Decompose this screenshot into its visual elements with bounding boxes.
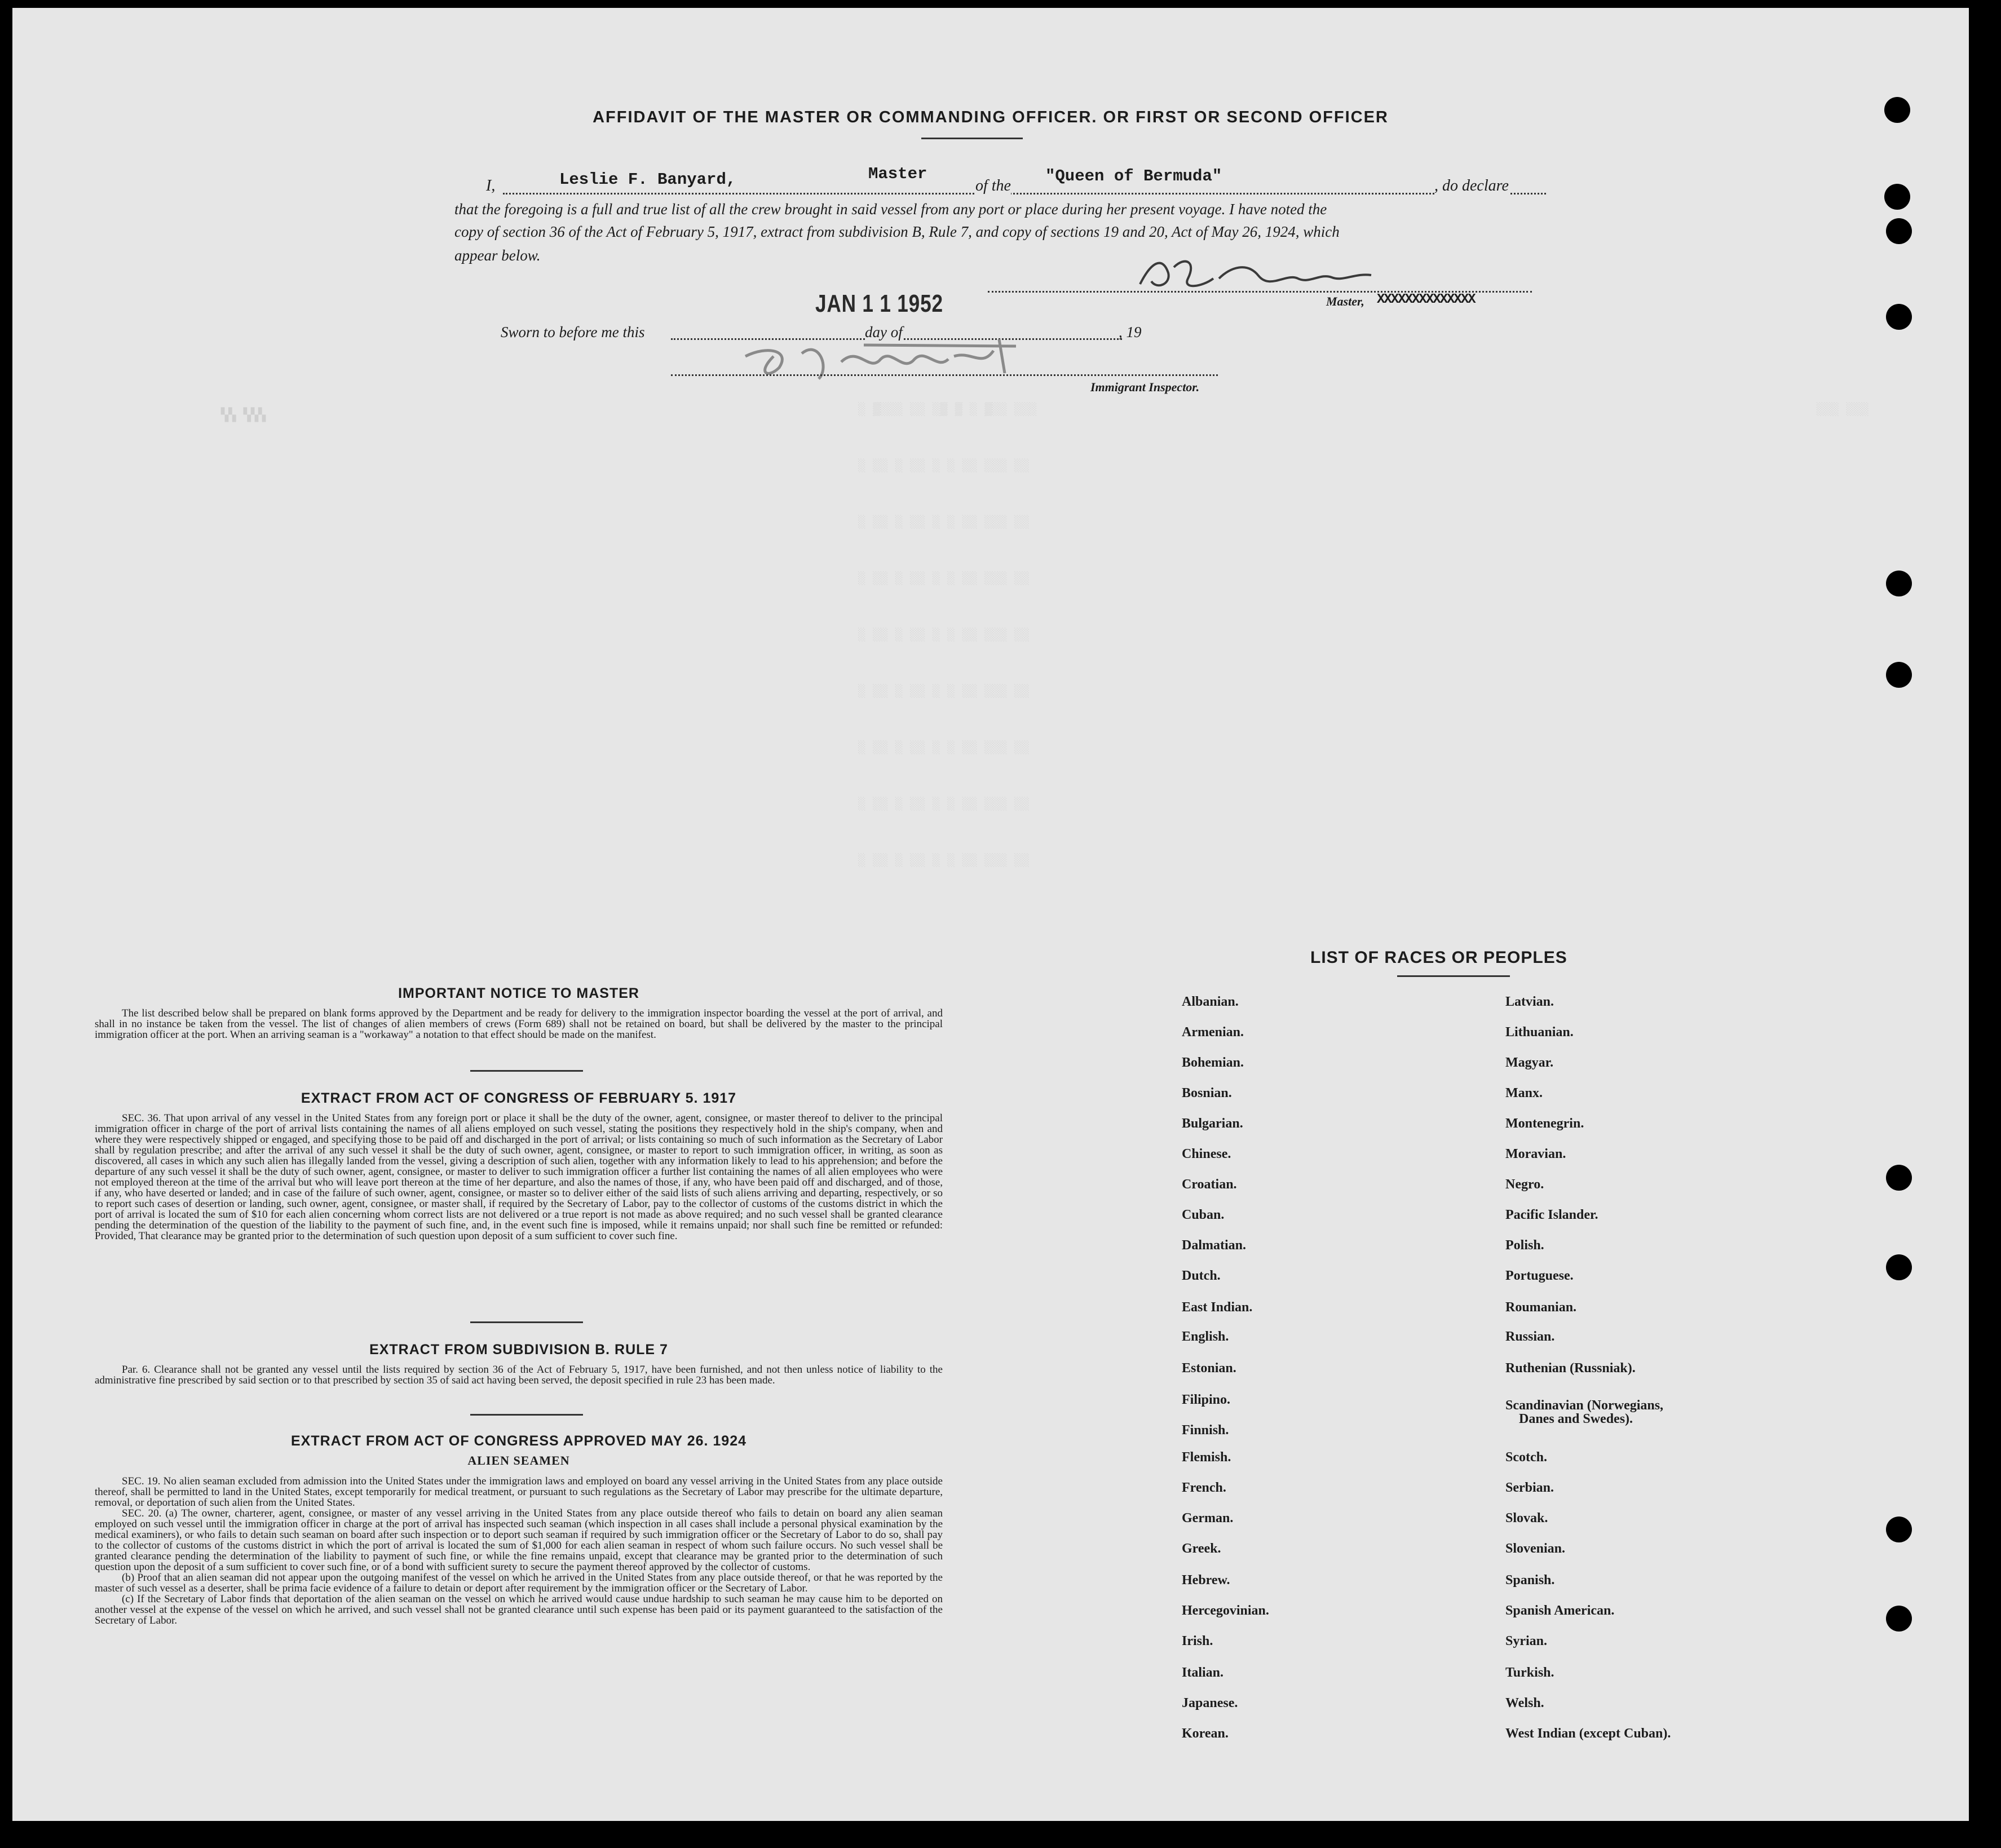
- affidavit-i: I,: [486, 177, 496, 194]
- inspector-signature-line: [671, 374, 1218, 376]
- year-prefix: , 19: [1119, 324, 1142, 341]
- do-declare-label: , do declare: [1434, 177, 1509, 194]
- officer-rank: Master: [868, 165, 927, 183]
- act-1924-heading: EXTRACT FROM ACT OF CONGRESS APPROVED MAY 26. 1924: [290, 1433, 747, 1449]
- sec-20a-paragraph: SEC. 20. (a) The owner, charterer, agent, consignee, or master of any vessel arriving in the United States from any place outside thereof who fails to detain on board any alien seaman employed on such vessel until the immigration officer in charge at the port of arrival has inspected such seaman (which inspection in all cases shall include a personal physical examination by the medical examiners), or who fails to detain such seaman on board after such inspection or to deport such seaman if required by such immigration officer or the Secretary of Labor to do so, shall pay to the collector of customs of the customs district in which the port of arrival is located the sum of $1,000 for each alien seaman in respect of whom such failure occurs. No such vessel shall be granted clearance pending the determination of the liability to payment of such fine, or while the fine remains unpaid, except that clearance may be granted prior to the determination of such question upon the deposit of a sum sufficient to cover such fine, or of a bond with sufficient surety to secure the payment thereof approved by the collector of customs.: [95, 1507, 943, 1573]
- race-item: Greek.: [1182, 1541, 1221, 1556]
- race-item: Scotch.: [1505, 1450, 1547, 1465]
- race-item: Estonian.: [1182, 1361, 1236, 1376]
- sworn-label: Sworn to before me this: [501, 324, 645, 341]
- race-item: Negro.: [1505, 1177, 1544, 1192]
- punch-hole: [1886, 571, 1912, 596]
- race-item: Japanese.: [1182, 1696, 1238, 1710]
- race-item: Lithuanian.: [1505, 1025, 1574, 1040]
- race-item: Ruthenian (Russniak).: [1505, 1361, 1636, 1376]
- race-item: West Indian (except Cuban).: [1505, 1726, 1671, 1741]
- race-item: Polish.: [1505, 1238, 1544, 1253]
- race-item: Spanish American.: [1505, 1603, 1615, 1618]
- race-item: Croatian.: [1182, 1177, 1237, 1192]
- act-1917-divider: [470, 1321, 583, 1323]
- rule7-paragraph: Par. 6. Clearance shall not be granted any vessel until the lists required by section 36 of the Act of February 5, 1917, have been furnished, and not then unless notice of liability to the administrative fine prescribed by said section or to that prescribed by section 35 of said act having been served, the deposit specified in rule 23 has been made.: [95, 1364, 943, 1386]
- vessel-name: "Queen of Bermuda": [1045, 167, 1222, 185]
- race-item: Roumanian.: [1505, 1300, 1577, 1315]
- master-signature: [1134, 250, 1382, 301]
- race-item: German.: [1182, 1511, 1234, 1526]
- of-the-label: of the: [975, 177, 1011, 194]
- race-item: Korean.: [1182, 1726, 1229, 1741]
- date-stamp: JAN 1 1 1952: [815, 290, 943, 317]
- race-item: Hercegovinian.: [1182, 1603, 1269, 1618]
- punch-hole: [1884, 184, 1910, 210]
- notice-heading: IMPORTANT NOTICE TO MASTER: [398, 985, 639, 1001]
- race-item: Finnish.: [1182, 1423, 1229, 1438]
- race-item: East Indian.: [1182, 1300, 1253, 1315]
- rule7-heading: EXTRACT FROM SUBDIVISION B. RULE 7: [369, 1342, 668, 1358]
- race-item: Moravian.: [1505, 1147, 1566, 1161]
- race-item: Montenegrin.: [1505, 1116, 1584, 1131]
- document-page: ▚▚ ▚▚▚ ░ ▒░░░ ░░ ░▒ ▒ ░ ▒░░ ░░░ ░░░ ░░░ ░ ░░ ░ ░░ ░ ░ ░░ ░░░ ░░ ░ ░░ ░ ░░ ░ ░ ░░ ░░░ ░░ ░ ░░ ░ ░░ ░ ░ ░░ ░░░ ░░ ░ ░░ ░ ░░ ░ ░ ░░ ░░░ ░░ ░ ░░ ░ ░░ ░ ░ ░░ ░░░ ░░ ░ ░░ ░ ░░ ░ ░ ░░ ░░░ ░░ ░ ░░ ░ ░░ ░ ░ ░░ ░░░ ░░ ░ ░░ ░ ░░ ░ ░ ░░ ░░░ ░░ AFFIDAVIT OF THE MASTER OR COMMANDING OFFICER. OR FIRST OR SECOND OFFICER I, Leslie F. Banyard, Master of the "Queen of Bermuda" , do declare that the foregoing is a full and true list of all the crew brought in said vessel from any port or place during her present voyage. I have noted the copy of section 36 of the Act of February 5, 1917, extract from subdivision B, Rule 7, and copy of sections 19 and 20, Act of May 26, 1924, which appear below. Master, XXXXXXXXXXXXXX Sworn to before me this JAN 1 1 1952 day of , 19 Immigrant Inspector. IMPORTANT NOTICE TO MASTER The list described below shall be prepared on blank forms approved by the Department and be ready for delivery to the immigration inspector boarding the vessel at the port of arrival, and shall in no instance be taken from the vessel. The list of changes of alien members of crews (Form 689) shall not be retained on board, but shall be delivered by the master to the principal immigration officer at the port. When an arriving seaman is a "workaway" a notation to that effect should be made on the manifest. EXTRACT FROM ACT OF CONGRESS OF FEBRUARY 5. 1917 SEC. 36. That upon arrival of any vessel in the United States from any foreign port or place it shall be the duty of the owner, agent, consignee, or master thereof to deliver to the principal immigration officer in charge of the port of arrival lists containing the names of all aliens employed on such vessel, stating the positions they respectively hold in the ship's company, when and where they were respectively shipped or engaged, and specifying those to be paid off and discharged in the port of arrival; or lists containing so much of such information as the Secretary of Labor shall by regulation prescribe; and after the arrival of any such vessel it shall be the duty of such owner, agent, consignee, or master to report to such immigration officer, in writing, as soon as discovered, all cases in which any such alien has illegally landed from the vessel, giving a description of such alien, together with any information likely to lead to his apprehension; and before the departure of any such vessel it shall be the duty of such owner, agent, consignee, or master to deliver to such immigration officer a further list containing the names of all alien employees who were not employed thereon at the time of the arrival but who will leave port thereon at the time of her departure, and also the names of those, if any, who have been paid off and discharged, and of those, if any, who have deserted or landed; and in case of the failure of such owner, agent, consignee, or master so to deliver either of the said lists of such aliens arriving and departing, respectively, or so to report such cases of desertion or landing, such owner, agent, consignee, or master shall, if required by the Secretary of Labor, pay to the collector of customs of the customs district in which the port of arrival is located the sum of $10 for each alien concerning whom correct lists are not delivered or a true report is not made as above required; and no such vessel shall be granted clearance pending the determination of the question of the liability to the payment of such fine, and, in the event such fine is imposed, while it remains unpaid; nor shall such fine be remitted or refunded: Provided, That clearance may be granted prior to the determination of such question upon deposit of a sum sufficient to cover such fine. EXTRACT FROM SUBDIVISION B. RULE 7 Par. 6. Clearance shall not be granted any vessel until the lists required by section 36 of the Act of February 5, 1917, have been furnished, and not then unless notice of liability to the administrative fine prescribed by said section or to that prescribed by section 35 of said act having been served, the deposit specified in rule 23 has been made. EXTRACT FROM ACT OF CONGRESS APPROVED MAY 26. 1924 ALIEN SEAMEN SEC. 19. No alien seaman excluded from admission into the United States under the immigration laws and employed on board any vessel arriving in the United States from any place outside thereof, shall be permitted to land in the United States, except temporarily for medical treatment, or pursuant to such regulations as the Secretary of Labor may prescribe for the ultimate departure, removal, or deportation of such alien from the United States. SEC. 20. (a) The owner, charterer, agent, consignee, or master of any vessel arriving in the United States from any place outside thereof who fails to detain on board any alien seaman employed on such vessel until the immigration officer in charge at the port of arrival has inspected such seaman (which inspection in all cases shall include a personal physical examination by the medical examiners), or who fails to detain such seaman on board after such inspection or to deport such seaman if required by such immigration officer or the Secretary of Labor to do so, shall pay to the collector of customs of the customs district in which the port of arrival is located the sum of $1,000 for each alien seaman in respect of whom such failure occurs. No such vessel shall be granted clearance pending the determination of the liability to payment of such fine, or while the fine remains unpaid, except that clearance may be granted prior to the determination of such question upon the deposit of a sum sufficient to cover such fine, or of a bond with sufficient surety to secure the payment thereof approved by the collector of customs. (b) Proof that an alien seaman did not appear upon the outgoing manifest of the vessel on which he arrived in the United States from any place outside thereof, or that he was reported by the master of such vessel as a deserter, shall be prima facie evidence of a failure to detain or deport after requirement by the immigration officer or the Secretary of Labor. (c) If the Secretary of Labor finds that deportation of the alien seaman on the vessel on which he arrived would cause undue hardship to such seaman he may cause him to be deported on another vessel at the expense of the vessel on which he arrived, and such vessel shall not be granted clearance until such expense has been paid or its payment guaranteed to the satisfaction of the Secretary of Labor. LIST OF RACES OR PEOPLES Albanian. Armenian. Bohemian. Bosnian. Bulgarian. Chinese. Croatian. Cuban. Dalmatian. Dutch. East Indian. English. Estonian. Filipino. Finnish. Flemish. French. German. Greek. Hebrew. Hercegovinian. Irish. Italian. Japanese. Korean. Latvian. Lithuanian. Magyar. Manx. Montenegrin. Moravian. Negro. Pacific Islander. Polish. Portuguese. Roumanian. Russian. Ruthenian (Russniak). Scandinavian (Norwegians, Danes and Swedes). Scotch. Serbian. Slovak. Slovenian. Spanish. Spanish American. Syrian. Turkish. Welsh. West Indian (except Cuban).: [12, 8, 1969, 1821]
- race-item: Irish.: [1182, 1634, 1213, 1648]
- rule7-divider: [470, 1414, 583, 1416]
- punch-hole: [1886, 1517, 1912, 1542]
- race-item: Hebrew.: [1182, 1573, 1230, 1588]
- race-item: Welsh.: [1505, 1696, 1544, 1710]
- race-item: Portuguese.: [1505, 1268, 1574, 1283]
- race-item: French.: [1182, 1480, 1226, 1495]
- declaration-line-2: copy of section 36 of the Act of February 5, 1917, extract from subdivision B, Rule 7, and copy of sections 19 and 20, Act of May 26, 1924, which: [454, 223, 1340, 240]
- rule7-text: [95, 1364, 943, 1386]
- race-item: Cuban.: [1182, 1208, 1225, 1222]
- inspector-label: Immigrant Inspector.: [1090, 380, 1200, 394]
- punch-hole: [1886, 304, 1912, 330]
- notice-divider: [470, 1070, 583, 1072]
- punch-hole: [1886, 662, 1912, 688]
- notice-text: [95, 1008, 943, 1040]
- sec-20b-paragraph: (b) Proof that an alien seaman did not appear upon the outgoing manifest of the vessel on which he arrived in the United States from any place outside thereof, or that he was reported by the master of such vessel as a deserter, shall be prima facie evidence of a failure to detain or deport after requirement by the immigration officer or the Secretary of Labor.: [95, 1572, 943, 1594]
- race-item: Turkish.: [1505, 1665, 1554, 1680]
- affidavit-title: AFFIDAVIT OF THE MASTER OR COMMANDING OFFICER. OR FIRST OR SECOND OFFICER: [593, 108, 1389, 126]
- race-item: Bulgarian.: [1182, 1116, 1243, 1131]
- races-heading: LIST OF RACES OR PEOPLES: [1310, 948, 1567, 967]
- race-item: Manx.: [1505, 1086, 1543, 1100]
- inspector-signature: [734, 334, 1027, 390]
- act-1917-heading: EXTRACT FROM ACT OF CONGRESS OF FEBRUARY 5. 1917: [301, 1090, 737, 1106]
- race-item: English.: [1182, 1329, 1229, 1344]
- race-item: Syrian.: [1505, 1634, 1548, 1648]
- race-item: Flemish.: [1182, 1450, 1231, 1465]
- officer-name: Leslie F. Banyard,: [559, 170, 736, 189]
- punch-hole: [1886, 1165, 1912, 1191]
- race-item: Scandinavian (Norwegians,: [1505, 1398, 1664, 1413]
- race-item: Dalmatian.: [1182, 1238, 1246, 1253]
- race-item: Bosnian.: [1182, 1086, 1232, 1100]
- race-item: Italian.: [1182, 1665, 1224, 1680]
- race-item: Pacific Islander.: [1505, 1208, 1598, 1222]
- race-item: Filipino.: [1182, 1392, 1231, 1407]
- race-item: Dutch.: [1182, 1268, 1221, 1283]
- race-item: Serbian.: [1505, 1480, 1554, 1495]
- punch-hole: [1886, 1606, 1912, 1632]
- race-item: Slovenian.: [1505, 1541, 1566, 1556]
- declaration-line-1: that the foregoing is a full and true list of all the crew brought in said vessel from any port or place during her present voyage. I have noted the: [454, 201, 1327, 218]
- sec-20c-paragraph: (c) If the Secretary of Labor finds that deportation of the alien seaman on the vessel on which he arrived would cause undue hardship to such seaman he may cause him to be deported on another vessel at the expense of the vessel on which he arrived, and such vessel shall not be granted clearance until such expense has been paid or its payment guaranteed to the satisfaction of the Secretary of Labor.: [95, 1593, 943, 1626]
- race-item: Danes and Swedes).: [1519, 1412, 1633, 1426]
- act-1924-text: [95, 1476, 943, 1626]
- sec-19-paragraph: SEC. 19. No alien seaman excluded from admission into the United States under the immigration laws and employed on board any vessel arriving in the United States from any place outside thereof, shall be permitted to land in the United States, except temporarily for medical treatment, or pursuant to such regulations as the Secretary of Labor may prescribe for the ultimate departure, removal, or deportation of such alien from the United States.: [95, 1475, 943, 1509]
- master-label: Master,: [1326, 294, 1364, 308]
- race-item: Slovak.: [1505, 1511, 1548, 1526]
- race-item: Spanish.: [1505, 1573, 1555, 1588]
- race-item: Armenian.: [1182, 1025, 1244, 1040]
- race-item: Russian.: [1505, 1329, 1555, 1344]
- act-1917-text: [95, 1113, 943, 1241]
- title-divider: [921, 138, 1023, 139]
- notice-paragraph: The list described below shall be prepared on blank forms approved by the Department and be ready for delivery to the immigration inspector boarding the vessel at the port of arrival, and shall in no instance be taken from the vessel. The list of changes of alien members of crews (Form 689) shall not be retained on board, but shall be delivered by the master to the principal immigration officer at the port. When an arriving seaman is a "workaway" a notation to that effect should be made on the manifest.: [95, 1007, 943, 1041]
- punch-hole: [1886, 1254, 1912, 1280]
- day-of-label: day of: [865, 324, 903, 341]
- race-item: Albanian.: [1182, 994, 1239, 1009]
- punch-hole: [1886, 218, 1912, 244]
- declaration-line-3: appear below.: [454, 247, 541, 264]
- alien-seamen-subheading: ALIEN SEAMEN: [467, 1453, 570, 1467]
- races-divider: [1397, 975, 1510, 977]
- race-item: Bohemian.: [1182, 1055, 1244, 1070]
- act-1917-paragraph: SEC. 36. That upon arrival of any vessel in the United States from any foreign port or place it shall be the duty of the owner, agent, consignee, or master thereof to deliver to the principal immigration officer in charge of the port of arrival lists containing the names of all aliens employed on such vessel, stating the positions they respectively hold in the ship's company, when and where they were respectively shipped or engaged, and specifying those to be paid off and discharged in the port of arrival; or lists containing so much of such information as the Secretary of Labor shall by regulation prescribe; and after the arrival of any such vessel it shall be the duty of such owner, agent, consignee, or master to report to such immigration officer, in writing, as soon as discovered, all cases in which any such alien has illegally landed from the vessel, giving a description of such alien, together with any information likely to lead to his apprehension; and before the departure of any such vessel it shall be the duty of such owner, agent, consignee, or master to deliver to such immigration officer a further list containing the names of all alien employees who were not employed thereon at the time of the arrival but who will leave port thereon at the time of her departure, and also the names of those, if any, who have been paid off and discharged, and of those, if any, who have deserted or landed; and in case of the failure of such owner, agent, consignee, or master so to deliver either of the said lists of such aliens arriving and departing, respectively, or so to report such cases of desertion or landing, such owner, agent, consignee, or master shall, if required by the Secretary of Labor, pay to the collector of customs of the customs district in which the port of arrival is located the sum of $10 for each alien concerning whom correct lists are not delivered or a true report is not made as above required; and no such vessel shall be granted clearance pending the determination of the question of the liability to the payment of such fine, and, in the event such fine is imposed, while it remains unpaid; nor shall such fine be remitted or refunded: Provided, That clearance may be granted prior to the determination of such question upon deposit of a sum sufficient to cover such fine.: [95, 1112, 943, 1242]
- race-item: Latvian.: [1505, 994, 1554, 1009]
- name-line: [503, 193, 1546, 194]
- race-item: Magyar.: [1505, 1055, 1554, 1070]
- race-item: Chinese.: [1182, 1147, 1231, 1161]
- struck-officer-title: XXXXXXXXXXXXXX: [1377, 292, 1475, 307]
